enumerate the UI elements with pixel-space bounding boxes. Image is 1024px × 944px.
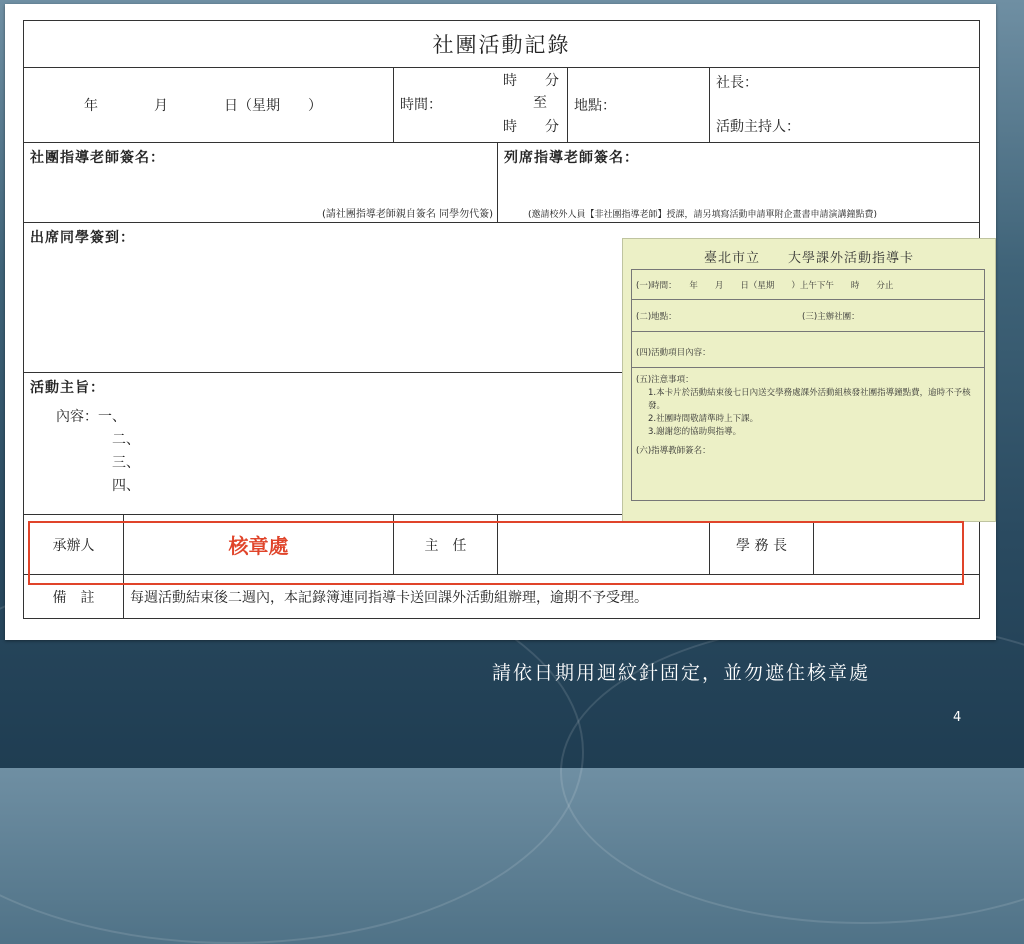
- card-title: 臺北市立 大學課外活動指導卡: [703, 251, 914, 266]
- director-label: 主 任: [394, 515, 498, 575]
- handler-label: 承辦人: [24, 515, 124, 575]
- card-club-label: (三)主辦社團：: [802, 312, 860, 322]
- president-host-field[interactable]: [710, 68, 980, 143]
- guest-note: (邀請校外人員【非社團指導老師】授課，請另填寫活動申請單附企畫書申請演講鐘點費): [528, 210, 878, 220]
- advisor-sign-label: 社團指導老師簽名：: [30, 150, 165, 166]
- guest-sign-field[interactable]: [498, 143, 980, 223]
- attendance-sign-label: 出席同學簽到：: [30, 230, 135, 246]
- purpose-label: 活動主旨：: [30, 380, 105, 396]
- form-title: 社團活動記錄: [24, 21, 980, 68]
- card-row-notes: [632, 368, 984, 464]
- content-item-3: 三、: [112, 455, 140, 471]
- card-note-3: 3.謝謝您的協助與指導。: [648, 427, 742, 437]
- guest-sign-label: 列席指導老師簽名：: [504, 150, 639, 166]
- advisor-sign-field[interactable]: [24, 143, 498, 223]
- dean-label: 學 務 長: [710, 515, 814, 575]
- card-row-time: (一)時間： 年 月 日（星期 ）上午下午 時 分止: [632, 270, 984, 300]
- place-field[interactable]: 地點：: [568, 68, 710, 143]
- card-teacher-sign: (六)指導教師簽名：: [636, 446, 711, 456]
- stamp-highlight-box: [28, 521, 964, 585]
- card-note-2: 2.社團時間敬請準時上下課。: [648, 414, 759, 424]
- card-table: [631, 269, 985, 501]
- time-to: 至: [533, 95, 547, 111]
- page-number: 4: [953, 710, 962, 725]
- remark-text: 每週活動結束後二週內，本記錄簿連同指導卡送回課外活動組辦理，逾期不予受理。: [124, 575, 980, 619]
- time-start: 時 分: [503, 73, 559, 89]
- remark-label: 備 註: [24, 575, 124, 619]
- content-label: 內容：一、: [56, 409, 126, 425]
- card-notes-title: (五)注意事項：: [636, 375, 694, 385]
- card-place-label: (二)地點：: [636, 312, 677, 322]
- time-field[interactable]: [394, 68, 568, 143]
- card-row-content: (四)活動項目內容：: [632, 332, 984, 368]
- host-label: 活動主持人：: [716, 119, 800, 135]
- time-end: 時 分: [503, 119, 559, 135]
- content-item-4: 四、: [112, 478, 140, 494]
- advisor-note: (請社團指導老師親自簽名 同學勿代簽): [322, 209, 493, 220]
- date-field[interactable]: 年 月 日（星期 ）: [24, 68, 394, 143]
- president-label: 社長：: [716, 75, 758, 91]
- stamp-area[interactable]: 核章處: [124, 515, 394, 575]
- card-row-place: [632, 300, 984, 332]
- content-item-2: 二、: [112, 432, 140, 448]
- card-note-1: 1.本卡片於活動結束後七日內送交學務處課外活動組核發社團指導鐘點費，逾時不予核發。: [648, 388, 971, 411]
- slide-caption: 請依日期用迴紋針固定，並勿遮住核章處: [492, 662, 871, 684]
- time-label: 時間：: [400, 97, 442, 113]
- activity-guidance-card-photo: [622, 238, 996, 522]
